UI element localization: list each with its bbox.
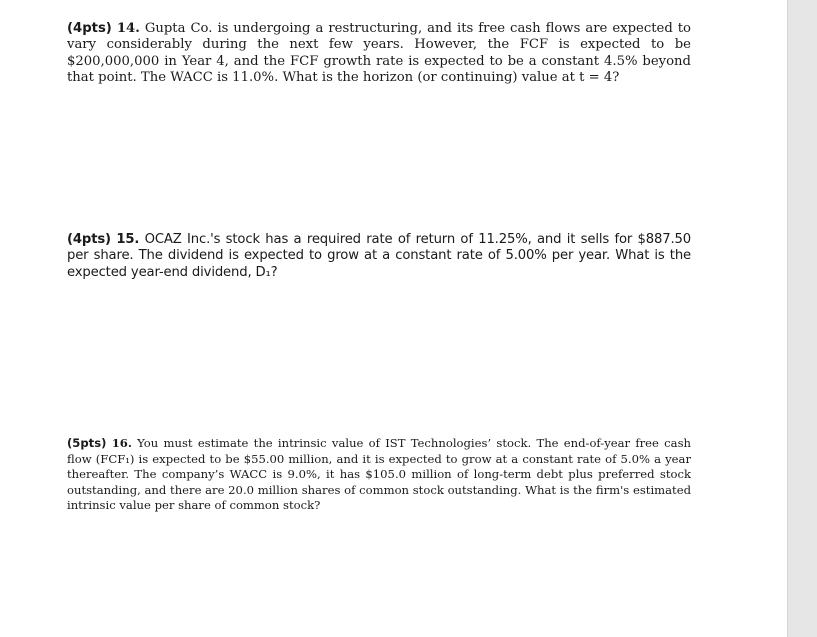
question-points: (4pts) xyxy=(67,21,112,36)
question-15 xyxy=(67,232,691,281)
question-text: OCAZ Inc.'s stock has a required rate of return of 11.25%, and it sells for $887.50 per share. The dividend is expected to grow at a constant rate of 5.00% per year. What is the expected year-end dividend, D₁? xyxy=(67,232,691,280)
question-number: 16. xyxy=(111,436,132,450)
question-text: Gupta Co. is undergoing a restructuring, and its free cash flows are expected to vary considerably during the next few years. However, the FCF is expected to be $200,000,000 in Year 4, and the FCF growth rate is expected to be a constant 4.5% beyond that point. The WACC is 11.0%. What is the horizon (or continuing) value at t = 4? xyxy=(67,21,692,86)
question-points: (5pts) xyxy=(67,436,107,450)
question-16 xyxy=(67,436,691,514)
question-number: 15. xyxy=(116,232,140,247)
question-number: 14. xyxy=(116,21,140,36)
vertical-scrollbar[interactable] xyxy=(787,0,817,637)
question-text: You must estimate the intrinsic value of IST Technologies’ stock. The end-of-year free cash flow (FCF₁) is expected to be $55.00 million, and it is expected to grow at a constant rate of 5.0% a year thereafter. The company’s WACC is 9.0%, it has $105.0 million of long-term debt plus preferred stock outstanding, and there are 20.0 million shares of common stock outstanding. What is the firm's estimated intrinsic value per share of common stock? xyxy=(67,436,691,513)
question-points: (4pts) xyxy=(67,232,111,247)
question-14 xyxy=(67,21,691,87)
